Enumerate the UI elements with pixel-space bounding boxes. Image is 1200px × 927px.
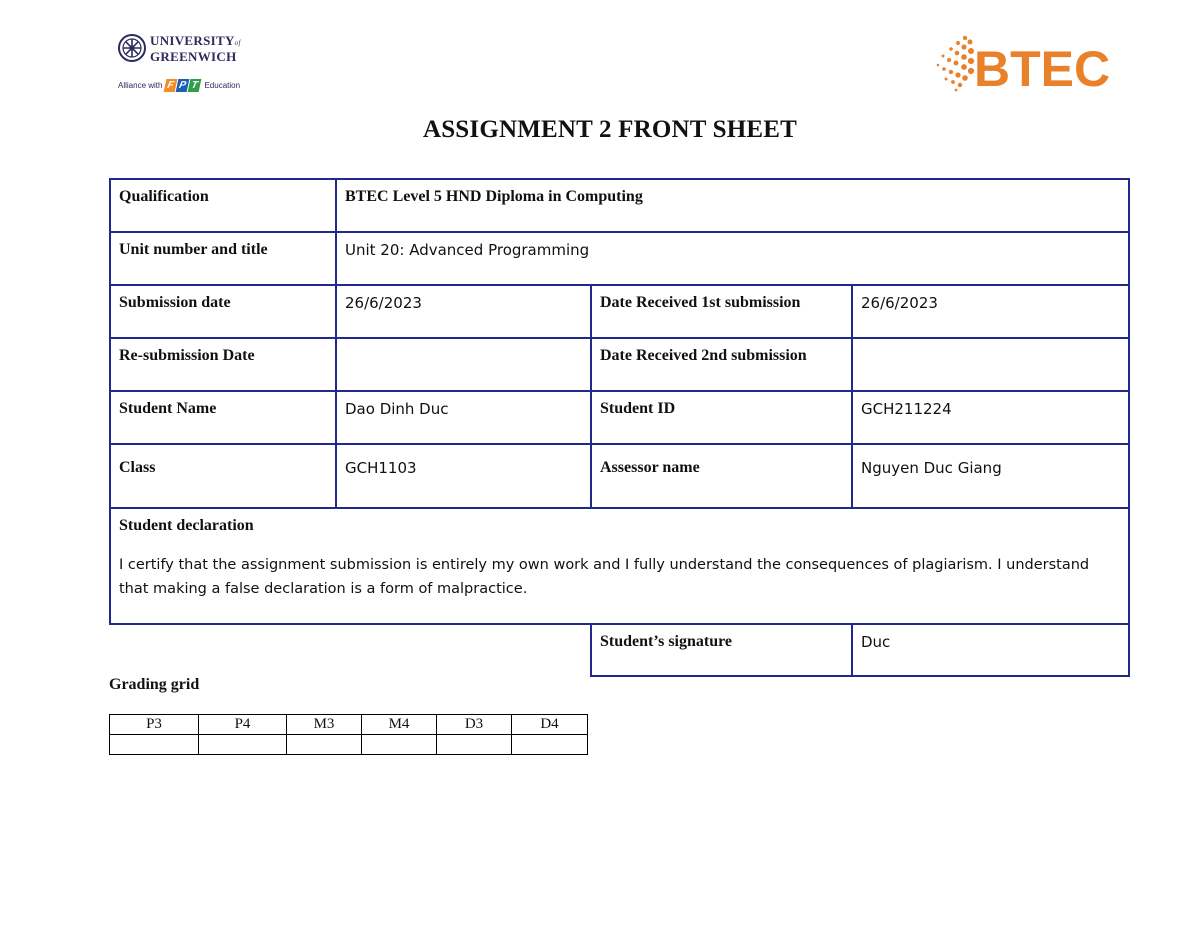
submission-date-value: 26/6/2023 (336, 285, 591, 338)
assessor-label: Assessor name (591, 444, 852, 508)
assessor-value: Nguyen Duc Giang (852, 444, 1129, 508)
grade-header-p3: P3 (110, 715, 199, 735)
grade-header-p4: P4 (199, 715, 287, 735)
grade-value-p3 (110, 735, 199, 755)
unit-row (110, 232, 1129, 285)
grade-value-d4 (512, 735, 588, 755)
declaration-cell (110, 508, 1129, 624)
alliance-fpt-line: Alliance with F P T Education (118, 79, 241, 91)
class-label: Class (110, 444, 336, 508)
student-id-label: Student ID (591, 391, 852, 444)
qualification-row (110, 179, 1129, 232)
signature-value: Duc (852, 624, 1129, 676)
unit-value: Unit 20: Advanced Programming (336, 232, 1129, 285)
resubmission-row (110, 338, 1129, 391)
page-title: ASSIGNMENT 2 FRONT SHEET (422, 116, 798, 143)
submission-row (110, 285, 1129, 338)
date-received-2-value (852, 338, 1129, 391)
btec-logo (934, 34, 1124, 94)
class-row (110, 444, 1129, 508)
resubmission-date-value (336, 338, 591, 391)
student-row (110, 391, 1129, 444)
greenwich-wordmark: UNIVERSITYof GREENWICH (150, 33, 241, 64)
date-received-2-label: Date Received 2nd submission (591, 338, 852, 391)
grade-header-m4: M4 (362, 715, 437, 735)
resubmission-date-label: Re-submission Date (110, 338, 336, 391)
grade-header-m3: M3 (287, 715, 362, 735)
date-received-1-label: Date Received 1st submission (591, 285, 852, 338)
date-received-1-value: 26/6/2023 (852, 285, 1129, 338)
signature-row (110, 624, 1129, 676)
grading-header-row (110, 715, 588, 735)
front-sheet-table (109, 178, 1130, 677)
student-name-value: Dao Dinh Duc (336, 391, 591, 444)
signature-label: Student’s signature (591, 624, 852, 676)
qualification-label: Qualification (110, 179, 336, 232)
grade-header-d3: D3 (437, 715, 512, 735)
grade-value-m4 (362, 735, 437, 755)
declaration-label: Student declaration (119, 517, 254, 534)
qualification-value: BTEC Level 5 HND Diploma in Computing (336, 179, 1129, 232)
class-value: GCH1103 (336, 444, 591, 508)
fpt-logo: F P T (165, 79, 201, 92)
declaration-text: I certify that the assignment submission is entirely my own work and I fully understand the consequences of plagiarism. I understand that making a false declaration is a form of malpractice. (119, 557, 1090, 597)
submission-date-label: Submission date (110, 285, 336, 338)
greenwich-seal-icon (118, 34, 146, 62)
student-name-label: Student Name (110, 391, 336, 444)
grade-value-m3 (287, 735, 362, 755)
btec-wordmark: BTEC (974, 41, 1111, 94)
grading-grid-table (109, 714, 588, 755)
student-id-value: GCH211224 (852, 391, 1129, 444)
signature-spacer (110, 624, 591, 676)
grade-value-p4 (199, 735, 287, 755)
unit-label: Unit number and title (110, 232, 336, 285)
grade-value-d3 (437, 735, 512, 755)
declaration-row (110, 508, 1129, 624)
grading-grid-label: Grading grid (109, 676, 200, 693)
grading-value-row (110, 735, 588, 755)
university-of-greenwich-logo (116, 32, 256, 94)
grade-header-d4: D4 (512, 715, 588, 735)
